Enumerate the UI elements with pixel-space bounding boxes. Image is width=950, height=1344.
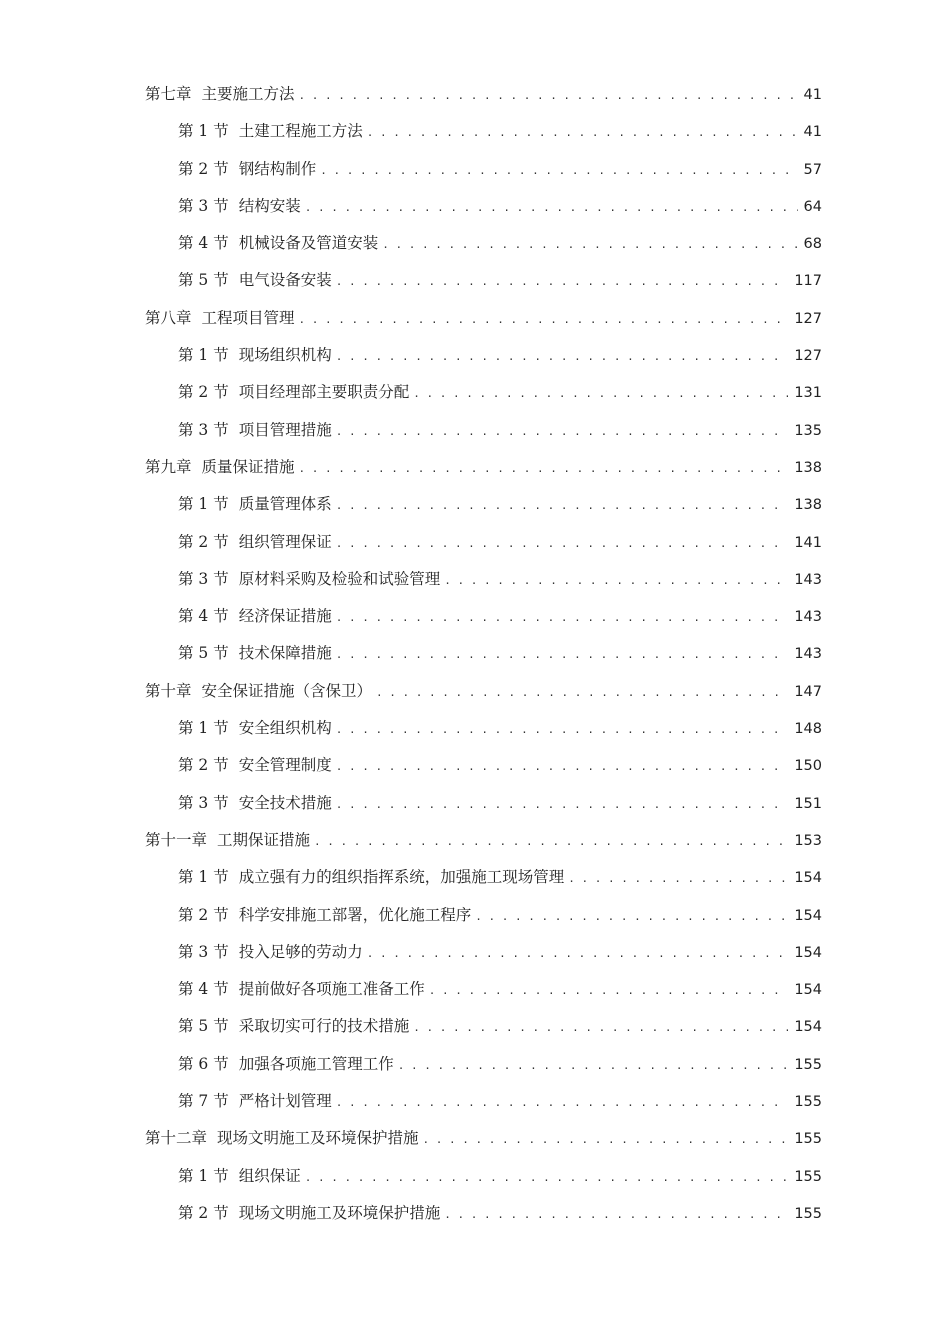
toc-entry-number: 第 2 节 xyxy=(178,159,229,178)
toc-section-entry[interactable] xyxy=(145,188,822,225)
toc-section-entry[interactable] xyxy=(145,486,822,523)
toc-dot-leader xyxy=(336,1084,789,1121)
toc-page-number: 143 xyxy=(794,609,822,626)
toc-entry-label xyxy=(178,747,332,784)
toc-page-number: 148 xyxy=(794,721,822,738)
toc-page-number: 64 xyxy=(803,198,822,215)
toc-page-number: 154 xyxy=(794,870,822,887)
toc-dot-leader xyxy=(444,562,788,599)
toc-chapter-entry[interactable] xyxy=(145,76,822,113)
toc-section-entry[interactable] xyxy=(145,785,822,822)
toc-section-entry[interactable] xyxy=(145,1008,822,1045)
toc-page-number: 154 xyxy=(794,944,822,961)
toc-entry-title: 项目管理措施 xyxy=(238,420,332,439)
toc-dot-leader xyxy=(398,1047,789,1084)
toc-section-entry[interactable] xyxy=(145,337,822,374)
toc-entry-title: 现场文明施工及环境保护措施 xyxy=(217,1129,419,1148)
toc-entry-title: 安全保证措施（含保卫） xyxy=(201,681,373,700)
toc-section-entry[interactable] xyxy=(145,412,822,449)
toc-entry-label xyxy=(145,300,295,337)
toc-entry-title: 组织管理保证 xyxy=(238,532,332,551)
toc-section-entry[interactable] xyxy=(145,635,822,672)
toc-entry-number: 第十章 xyxy=(145,681,192,700)
toc-page-number: 127 xyxy=(794,348,822,365)
toc-entry-number: 第 1 节 xyxy=(178,122,229,141)
toc-section-entry[interactable] xyxy=(145,747,822,784)
toc-entry-number: 第 3 节 xyxy=(178,793,229,812)
toc-dot-leader xyxy=(413,375,788,412)
toc-entry-number: 第 1 节 xyxy=(178,495,229,514)
toc-section-entry[interactable] xyxy=(145,561,822,598)
toc-page-number: 155 xyxy=(794,1094,822,1111)
toc-chapter-entry[interactable] xyxy=(145,1120,822,1157)
toc-entry-number: 第 2 节 xyxy=(178,905,229,924)
toc-entry-number: 第 4 节 xyxy=(178,234,229,253)
toc-entry-label xyxy=(178,1008,409,1045)
toc-section-entry[interactable] xyxy=(145,971,822,1008)
toc-entry-label xyxy=(178,859,564,896)
toc-entry-number: 第十二章 xyxy=(145,1129,208,1148)
toc-entry-number: 第 7 节 xyxy=(178,1092,229,1111)
toc-entry-title: 技术保障措施 xyxy=(238,644,332,663)
toc-dot-leader xyxy=(367,935,789,972)
toc-dot-leader xyxy=(336,786,789,823)
toc-section-entry[interactable] xyxy=(145,374,822,411)
toc-entry-label xyxy=(145,76,295,113)
toc-page-number: 154 xyxy=(794,907,822,924)
toc-page-number: 57 xyxy=(803,161,822,178)
toc-entry-title: 结构安装 xyxy=(238,196,301,215)
toc-entry-label xyxy=(145,822,310,859)
toc-dot-leader xyxy=(299,77,798,114)
toc-entry-number: 第 6 节 xyxy=(178,1054,229,1073)
toc-entry-label xyxy=(178,635,332,672)
toc-entry-title: 工期保证措施 xyxy=(217,830,311,849)
toc-dot-leader xyxy=(444,1196,788,1233)
toc-dot-leader xyxy=(336,748,789,785)
toc-section-entry[interactable] xyxy=(145,1046,822,1083)
toc-entry-label xyxy=(145,449,295,486)
toc-dot-leader xyxy=(376,674,788,711)
toc-entry-title: 安全管理制度 xyxy=(238,756,332,775)
toc-page-number: 155 xyxy=(794,1056,822,1073)
toc-dot-leader xyxy=(336,525,789,562)
toc-entry-title: 成立强有力的组织指挥系统，加强施工现场管理 xyxy=(238,868,565,887)
toc-section-entry[interactable] xyxy=(145,1158,822,1195)
toc-dot-leader xyxy=(336,636,789,673)
toc-page-number: 68 xyxy=(803,236,822,253)
toc-section-entry[interactable] xyxy=(145,113,822,150)
toc-page-number: 135 xyxy=(794,422,822,439)
toc-page-number: 131 xyxy=(794,385,822,402)
toc-page-number: 138 xyxy=(794,459,822,476)
toc-chapter-entry[interactable] xyxy=(145,822,822,859)
toc-section-entry[interactable] xyxy=(145,859,822,896)
toc-entry-title: 质量管理体系 xyxy=(238,495,332,514)
toc-entry-label xyxy=(178,1195,440,1232)
toc-dot-leader xyxy=(336,487,789,524)
toc-section-entry[interactable] xyxy=(145,1195,822,1232)
toc-page-number: 151 xyxy=(794,795,822,812)
toc-page-number: 138 xyxy=(794,497,822,514)
toc-entry-label xyxy=(178,188,301,225)
toc-entry-title: 安全组织机构 xyxy=(238,719,332,738)
toc-dot-leader xyxy=(336,599,789,636)
toc-dot-leader xyxy=(382,226,797,263)
toc-entry-number: 第 2 节 xyxy=(178,532,229,551)
toc-section-entry[interactable] xyxy=(145,897,822,934)
toc-dot-leader xyxy=(568,860,788,897)
toc-dot-leader xyxy=(299,301,789,338)
toc-entry-label xyxy=(178,1046,394,1083)
toc-section-entry[interactable] xyxy=(145,524,822,561)
toc-entry-label xyxy=(145,673,372,710)
toc-entry-title: 主要施工方法 xyxy=(201,85,295,103)
toc-entry-title: 工程项目管理 xyxy=(201,308,295,327)
toc-page-number: 154 xyxy=(794,1019,822,1036)
toc-page-number: 153 xyxy=(794,832,822,849)
toc-page-number: 127 xyxy=(794,310,822,327)
toc-entry-label xyxy=(178,934,363,971)
toc-entry-number: 第十一章 xyxy=(145,830,208,849)
toc-chapter-entry[interactable] xyxy=(145,673,822,710)
toc-dot-leader xyxy=(475,898,788,935)
toc-entry-title: 经济保证措施 xyxy=(238,607,332,626)
toc-entry-number: 第 5 节 xyxy=(178,1017,229,1036)
toc-entry-label xyxy=(178,598,332,635)
toc-entry-title: 原材料采购及检验和试验管理 xyxy=(238,569,441,588)
toc-dot-leader xyxy=(336,338,789,375)
toc-entry-label xyxy=(178,151,316,188)
toc-entry-label xyxy=(145,1120,419,1157)
toc-dot-leader xyxy=(336,711,789,748)
toc-entry-title: 土建工程施工方法 xyxy=(238,122,363,141)
toc-section-entry[interactable] xyxy=(145,262,822,299)
toc-entry-number: 第 2 节 xyxy=(178,1203,229,1222)
toc-entry-number: 第 1 节 xyxy=(178,1166,229,1185)
toc-entry-number: 第 3 节 xyxy=(178,196,229,215)
toc-entry-number: 第九章 xyxy=(145,457,192,476)
toc-dot-leader xyxy=(336,413,789,450)
toc-chapter-entry[interactable] xyxy=(145,449,822,486)
toc-entry-label xyxy=(178,113,363,150)
toc-entry-number: 第 5 节 xyxy=(178,271,229,290)
toc-section-entry[interactable] xyxy=(145,598,822,635)
toc-page-number: 155 xyxy=(794,1168,822,1185)
toc-dot-leader xyxy=(314,823,788,860)
toc-entry-title: 钢结构制作 xyxy=(238,159,317,178)
toc-dot-leader xyxy=(305,189,798,226)
toc-entry-number: 第 3 节 xyxy=(178,942,229,961)
toc-entry-title: 现场文明施工及环境保护措施 xyxy=(238,1203,441,1222)
toc-dot-leader xyxy=(367,114,798,151)
toc-dot-leader xyxy=(305,1159,789,1196)
toc-entry-label xyxy=(178,561,440,598)
toc-entry-title: 投入足够的劳动力 xyxy=(238,942,363,961)
toc-dot-leader xyxy=(336,263,789,300)
toc-entry-label xyxy=(178,337,332,374)
toc-section-entry[interactable] xyxy=(145,710,822,747)
toc-entry-number: 第 2 节 xyxy=(178,756,229,775)
toc-dot-leader xyxy=(413,1009,788,1046)
toc-page-number: 154 xyxy=(794,982,822,999)
toc-entry-title: 加强各项施工管理工作 xyxy=(238,1054,394,1073)
toc-entry-label xyxy=(178,374,409,411)
toc-entry-title: 安全技术措施 xyxy=(238,793,332,812)
toc-page-number: 41 xyxy=(803,87,822,103)
toc-entry-title: 项目经理部主要职责分配 xyxy=(238,383,410,402)
toc-entry-label xyxy=(178,262,332,299)
toc-dot-leader xyxy=(423,1121,789,1158)
toc-chapter-entry[interactable] xyxy=(145,300,822,337)
toc-dot-leader xyxy=(429,972,789,1009)
toc-section-entry[interactable] xyxy=(145,1083,822,1120)
toc-dot-leader xyxy=(320,152,797,189)
toc-section-entry[interactable] xyxy=(145,225,822,262)
toc-page-number: 141 xyxy=(794,534,822,551)
toc-entry-number: 第 4 节 xyxy=(178,980,229,999)
toc-entry-title: 采取切实可行的技术措施 xyxy=(238,1017,410,1036)
toc-entry-number: 第 1 节 xyxy=(178,719,229,738)
toc-entry-number: 第 3 节 xyxy=(178,420,229,439)
toc-section-entry[interactable] xyxy=(145,151,822,188)
toc-entry-label xyxy=(178,1083,332,1120)
toc-entry-label xyxy=(178,971,425,1008)
toc-dot-leader xyxy=(299,450,789,487)
toc-page-number: 143 xyxy=(794,571,822,588)
toc-entry-number: 第 2 节 xyxy=(178,383,229,402)
toc-entry-label xyxy=(178,785,332,822)
toc-page-number: 155 xyxy=(794,1205,822,1222)
toc-entry-number: 第 3 节 xyxy=(178,569,229,588)
toc-entry-number: 第 4 节 xyxy=(178,607,229,626)
toc-entry-number: 第 1 节 xyxy=(178,868,229,887)
toc-entry-number: 第 1 节 xyxy=(178,346,229,365)
toc-entry-title: 提前做好各项施工准备工作 xyxy=(238,980,425,999)
toc-section-entry[interactable] xyxy=(145,934,822,971)
toc-page-number: 147 xyxy=(794,683,822,700)
toc-page-number: 155 xyxy=(794,1131,822,1148)
toc-entry-label xyxy=(178,897,471,934)
toc-page-number: 143 xyxy=(794,646,822,663)
toc-entry-label xyxy=(178,524,332,561)
toc-entry-number: 第八章 xyxy=(145,308,192,327)
toc-entry-title: 严格计划管理 xyxy=(238,1092,332,1111)
toc-entry-title: 现场组织机构 xyxy=(238,346,332,365)
toc-entry-number: 第七章 xyxy=(145,85,192,103)
toc-entry-title: 科学安排施工部署，优化施工程序 xyxy=(238,905,472,924)
table-of-contents xyxy=(145,76,822,1232)
toc-entry-label xyxy=(178,412,332,449)
toc-page-number: 150 xyxy=(794,758,822,775)
toc-entry-label xyxy=(178,225,378,262)
toc-page-number: 117 xyxy=(794,273,822,290)
toc-entry-title: 电气设备安装 xyxy=(238,271,332,290)
toc-page-number: 41 xyxy=(803,124,822,141)
toc-entry-title: 机械设备及管道安装 xyxy=(238,234,379,253)
toc-entry-number: 第 5 节 xyxy=(178,644,229,663)
toc-entry-label xyxy=(178,486,332,523)
toc-entry-label xyxy=(178,1158,301,1195)
toc-entry-title: 组织保证 xyxy=(238,1166,301,1185)
toc-entry-title: 质量保证措施 xyxy=(201,457,295,476)
toc-entry-label xyxy=(178,710,332,747)
